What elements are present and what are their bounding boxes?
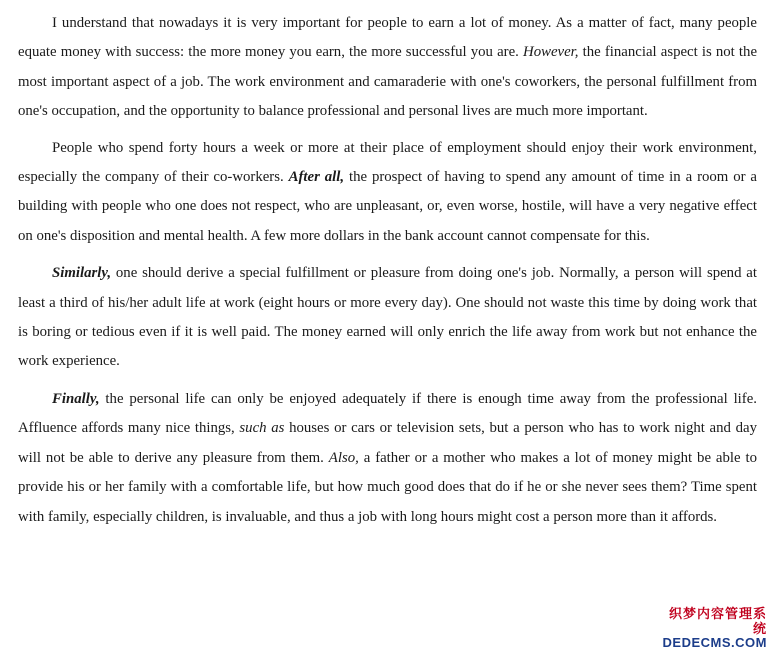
transition-similarly: Similarly, <box>52 265 112 282</box>
site-watermark <box>659 606 767 650</box>
paragraph-4 <box>18 385 757 532</box>
paragraph-3-text: one should derive a special fulfillment or pleasure from doing one's job. Normally, a person will spend at least a third of his/her adult life at work (eight hours or more every day). One should not waste this time by doing work that is boring or tedious even if it is well paid. The money earned will only enrich the life away from work but not enhance the work experience. <box>18 265 757 370</box>
paragraph-2-text-a: People who spend forty hours a week or more at their place of employment should enjoy their work environment, especially the company of their co-workers. <box>18 139 757 186</box>
paragraph-3 <box>18 259 757 377</box>
watermark-top-text: 织梦内容管理系统 <box>668 606 767 636</box>
paragraph-4-text-c: a father or a mother who makes a lot of money might be able to provide his or her family with a comfortable life, but how much good does that do if he or she never sees them? Time spent with family, especially children, is invaluable, and thus a job with long hours might cost a person more than it affords. <box>18 449 757 525</box>
transition-however: However, <box>523 44 579 61</box>
transition-also: Also, <box>328 449 359 466</box>
essay-document <box>18 0 757 532</box>
watermark-bottom-text: DEDECMS.COM <box>662 635 767 650</box>
paragraph-1 <box>18 0 757 127</box>
paragraph-2 <box>18 134 757 252</box>
transition-finally: Finally, <box>52 390 100 407</box>
transition-after-all: After all, <box>288 169 345 186</box>
paragraph-2-text-b: the prospect of having to spend any amount of time in a room or a building with people who one does not respect, who are unpleasant, or, even worse, hostile, will have a very negative effect on one's disposition and mental health. A few more dollars in the bank account cannot compensate for this. <box>18 169 757 244</box>
paragraph-4-text-a: the personal life can only be enjoyed adequately if there is enough time away from the professional life. Affluence affords many nice things, <box>18 390 757 437</box>
paragraph-1-text-b: the financial aspect is not the most important aspect of a job. The work environment and camaraderie with one's coworkers, the personal fulfillment from one's occupation, and the opportunity to balance professional and personal lives are much more important. <box>18 44 758 120</box>
paragraph-4-text-b: houses or cars or television sets, but a person who has to work night and day will not be able to derive any pleasure from them. <box>18 420 757 466</box>
paragraph-1-text-a: I understand that nowadays it is very important for people to earn a lot of money. As a matter of fact, many people equate money with success: the more money you earn, the more successful you are. <box>18 15 757 61</box>
transition-such-as: such as <box>239 420 285 437</box>
